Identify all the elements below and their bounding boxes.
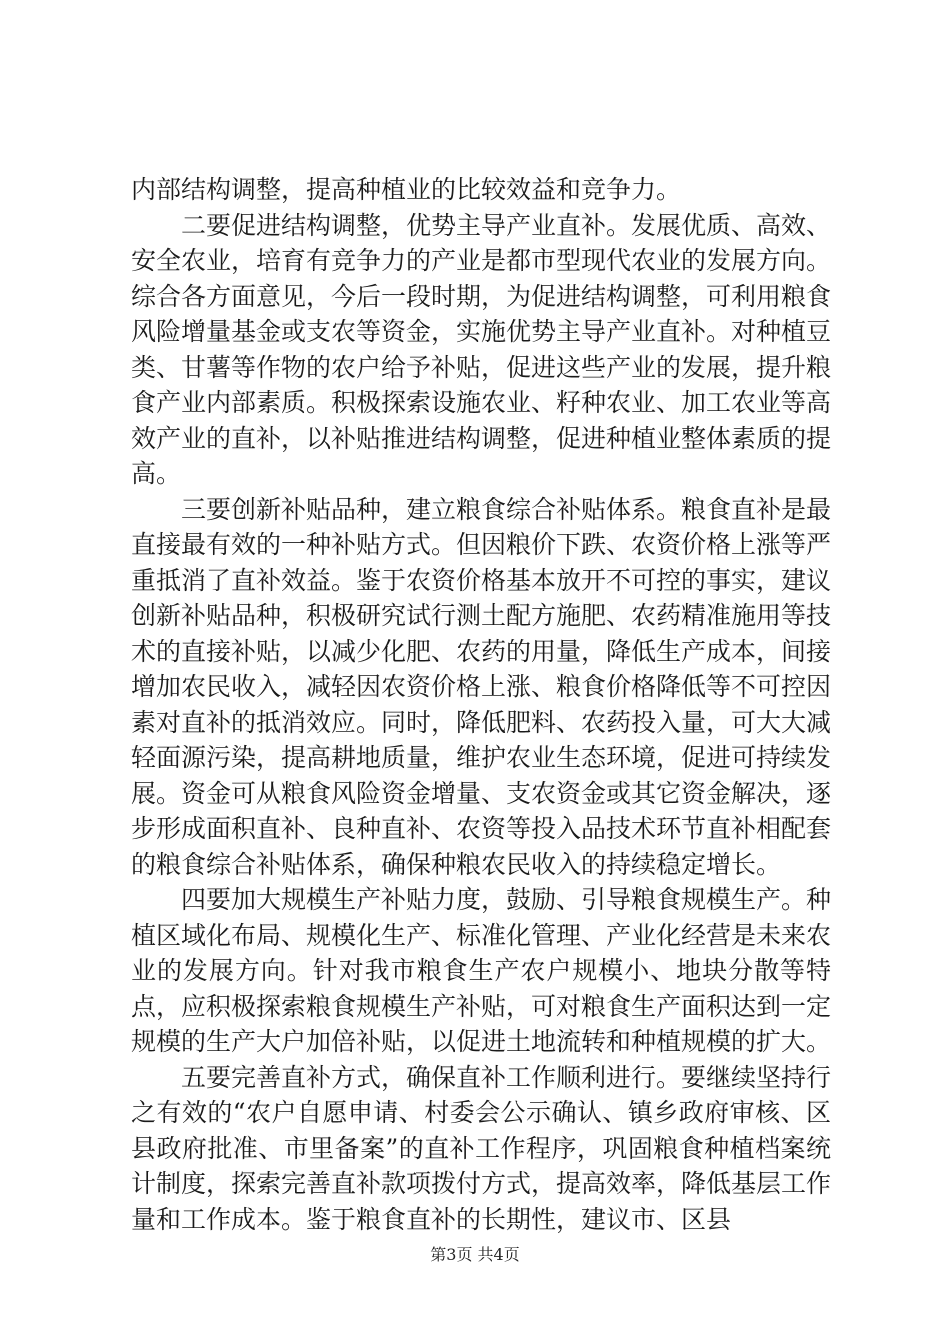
page-footer: 第3页 共4页 — [430, 1245, 520, 1264]
paragraph-5: 五要完善直补方式，确保直补工作顺利进行。要继续坚持行之有效的“农户自愿申请、村委会公示确认、镇乡政府审核、区县政府批准、市里备案”的直补工作程序，巩固粮食种植档案统计制度，探索完善直补款项拨付方式，提高效率，降低基层工作量和工作成本。鉴于粮食直补的长期性，建议市、区县 — [131, 1062, 832, 1234]
document-body — [131, 172, 831, 1237]
paragraph-4: 四要加大规模生产补贴力度，鼓励、引导粮食规模生产。种植区域化布局、规模化生产、标准化管理、产业化经营是未来农业的发展方向。针对我市粮食生产农户规模小、地块分散等特点，应积极探索粮食规模生产补贴，可对粮食生产面积达到一定规模的生产大户加倍补贴，以促进土地流转和种植规模的扩大。 — [131, 885, 832, 1056]
paragraph-1: 内部结构调整，提高种植业的比较效益和竞争力。 — [131, 175, 682, 204]
paragraph-2: 二要促进结构调整，优势主导产业直补。发展优质、高效、安全农业，培育有竞争力的产业是都市型现代农业的发展方向。综合各方面意见，今后一段时期，为促进结构调整，可利用粮食风险增量基金或支农等资金，实施优势主导产业直补。对种植豆类、甘薯等作物的农户给予补贴，促进这些产业的发展，提升粮食产业内部素质。积极探索设施农业、籽种农业、加工农业等高效产业的直补，以补贴推进结构调整，促进种植业整体素质的提高。 — [131, 210, 832, 488]
paragraph-3: 三要创新补贴品种，建立粮食综合补贴体系。粮食直补是最直接最有效的一种补贴方式。但因粮价下跌、农资价格上涨等严重抵消了直补效益。鉴于农资价格基本放开不可控的事实，建议创新补贴品种，积极研究试行测土配方施肥、农药精准施用等技术的直接补贴，以减少化肥、农药的用量，降低生产成本，间接增加农民收入，减轻因农资价格上涨、粮食价格降低等不可控因素对直补的抵消效应。同时，降低肥料、农药投入量，可大大减轻面源污染，提高耕地质量，维护农业生态环境，促进可持续发展。资金可从粮食风险资金增量、支农资金或其它资金解决，逐步形成面积直补、良种直补、农资等投入品技术环节直补相配套的粮食综合补贴体系，确保种粮农民收入的持续稳定增长。 — [131, 494, 832, 879]
